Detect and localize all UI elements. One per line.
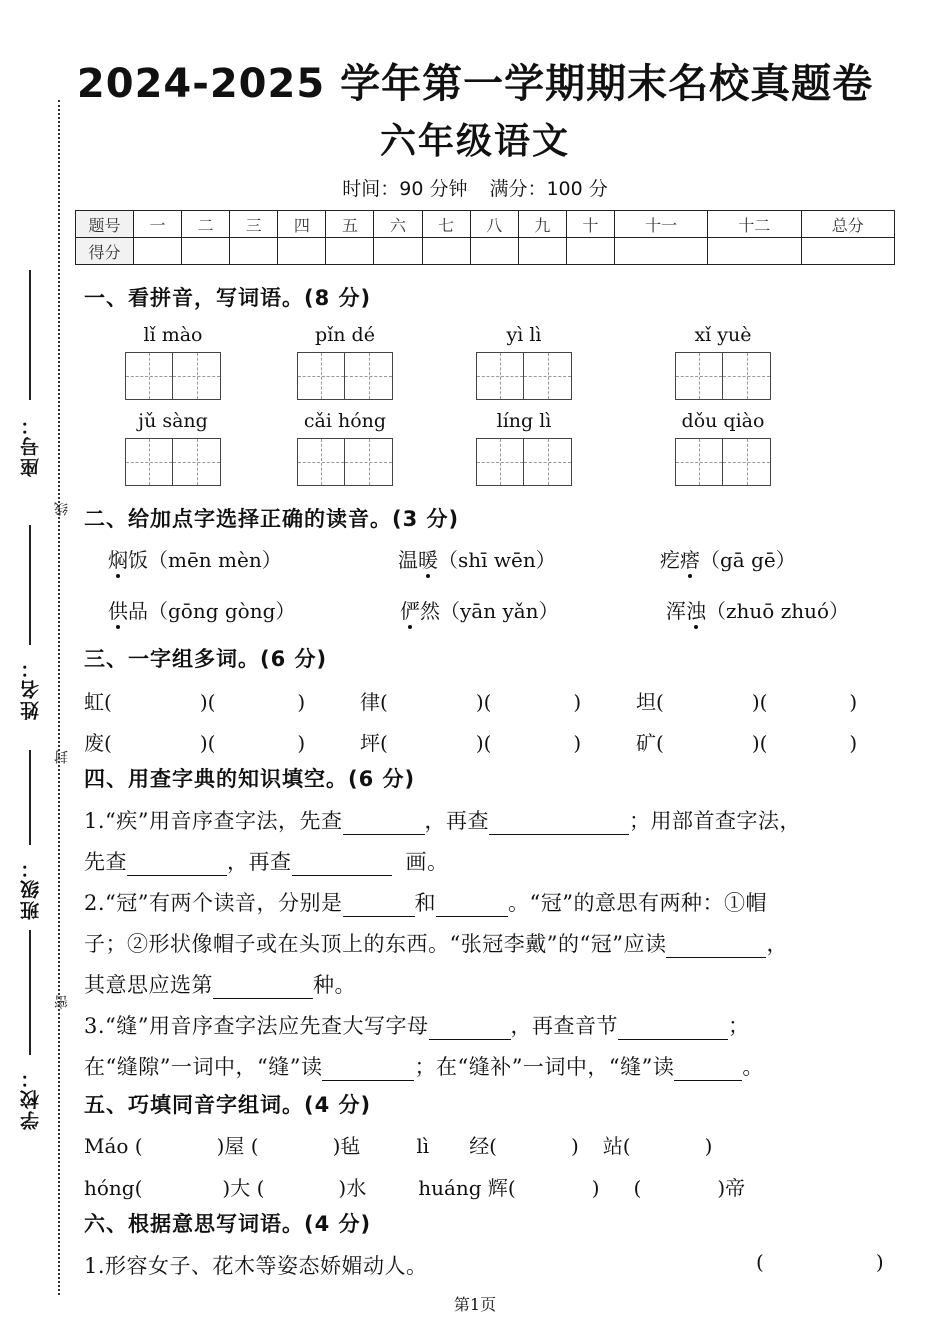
homophone-row-2 <box>84 1172 745 1201</box>
pinyin-item <box>118 410 228 486</box>
pinyin-text: xǐ yuè <box>694 324 752 346</box>
pinyin-item <box>469 324 579 400</box>
binding-tag-seal: 封 <box>54 750 70 764</box>
word-char: 品 <box>128 599 148 623</box>
score-cell[interactable] <box>134 238 182 265</box>
section-4-title: 四、用查字典的知识填空。(6 分) <box>84 767 416 791</box>
score-table-col: 二 <box>182 211 230 238</box>
word-group-item[interactable] <box>636 727 857 756</box>
school-label: 学校： <box>19 1067 42 1130</box>
pinyin-item <box>668 324 778 400</box>
text: 种。 <box>313 973 356 997</box>
q4-3-line2 <box>84 1051 764 1081</box>
text: ，再查 <box>227 850 292 874</box>
q4-1-line1 <box>84 805 801 835</box>
dotted-char: 浊 <box>686 595 706 624</box>
binding-tag-line: 线 <box>54 502 70 516</box>
name-field[interactable] <box>4 525 56 720</box>
text: ) <box>591 1176 600 1200</box>
paren-mid: )( <box>475 690 492 714</box>
reading-options[interactable]: （yān yǎn） <box>440 599 559 623</box>
score-table-col: 十 <box>566 211 614 238</box>
base-char: 坪( <box>360 731 388 755</box>
word-group-item[interactable] <box>360 686 581 715</box>
tian-grid[interactable] <box>469 352 579 400</box>
tian-grid[interactable] <box>118 438 228 486</box>
score-table-score-row <box>76 238 895 265</box>
time-limit: 时间：90 分钟 <box>342 178 468 200</box>
dotted-char: 俨 <box>400 595 420 624</box>
text: )屋 ( <box>216 1134 259 1158</box>
tian-grid[interactable] <box>290 352 400 400</box>
base-char: 矿( <box>636 731 664 755</box>
score-cell[interactable] <box>278 238 326 265</box>
answer-blank[interactable] <box>674 1059 742 1081</box>
paren-mid: )( <box>751 690 768 714</box>
paren-mid: )( <box>751 731 768 755</box>
word-group-item[interactable] <box>84 686 305 715</box>
reading-item <box>108 595 295 624</box>
score-table-col: 六 <box>374 211 422 238</box>
paren-mid: )( <box>475 731 492 755</box>
pinyin-text: dǒu qiào <box>681 410 765 432</box>
text: 。 <box>742 1055 764 1079</box>
pinyin-item <box>469 410 579 486</box>
score-cell[interactable] <box>326 238 374 265</box>
text: 和 <box>414 891 437 915</box>
text: )毡 <box>332 1134 361 1158</box>
dotted-char: 供 <box>108 595 128 624</box>
score-table-col: 八 <box>470 211 518 238</box>
base-char: 律( <box>360 690 388 714</box>
tian-grid[interactable] <box>118 352 228 400</box>
text: 在“缝隙”一词中，“缝”读 <box>84 1055 323 1079</box>
reading-item <box>400 595 559 624</box>
score-table-col: 三 <box>230 211 278 238</box>
score-cell[interactable] <box>182 238 230 265</box>
seat-underline <box>29 270 31 400</box>
text: )水 <box>338 1176 367 1200</box>
section-5-title: 五、巧填同音字组词。(4 分) <box>84 1093 372 1117</box>
text: Máo ( <box>84 1134 143 1158</box>
text: 2.“冠”有两个读音，分别是 <box>84 891 343 915</box>
text: 3.“缝”用音序查字法应先查大写字母 <box>84 1014 429 1038</box>
score-cell[interactable] <box>566 238 614 265</box>
score-cell[interactable] <box>470 238 518 265</box>
text: )大 ( <box>222 1176 265 1200</box>
pinyin-item <box>668 410 778 486</box>
answer-blank[interactable] <box>489 813 629 835</box>
page-number: 第1页 <box>453 1295 497 1314</box>
base-char: 虹( <box>84 690 112 714</box>
score-table-col: 十一 <box>614 211 707 238</box>
reading-options[interactable]: （zhuō zhuó） <box>706 599 850 623</box>
paren-end: ) <box>573 690 582 714</box>
section-3-title: 三、一字组多词。(6 分) <box>84 647 328 671</box>
seat-label: 座号： <box>19 414 42 477</box>
reading-item <box>398 544 556 573</box>
base-char: 废( <box>84 731 112 755</box>
homophone-row-1 <box>84 1130 712 1159</box>
answer-blank[interactable] <box>343 813 425 835</box>
word-char: 疙 <box>660 548 680 572</box>
text: ( <box>633 1176 642 1200</box>
paren-end: ) <box>849 690 858 714</box>
pinyin-text: líng lì <box>496 410 552 432</box>
score-cell[interactable] <box>708 238 801 265</box>
pinyin-item <box>118 324 228 400</box>
text: ，再查 <box>424 809 490 833</box>
text: lì <box>416 1134 430 1158</box>
pinyin-text: jǔ sàng <box>138 410 208 432</box>
class-label: 班级： <box>19 857 42 920</box>
dotted-char: 焖 <box>108 544 128 573</box>
score-cell[interactable] <box>801 238 894 265</box>
pinyin-text: yì lì <box>506 324 542 346</box>
answer-blank[interactable] <box>436 895 508 917</box>
word-char: 然 <box>420 599 440 623</box>
score-cell[interactable] <box>518 238 566 265</box>
tian-grid[interactable] <box>290 438 400 486</box>
text: 子；②形状像帽子或在头顶上的东西。“张冠李戴”的“冠”应读 <box>84 932 667 956</box>
name-underline <box>29 525 31 645</box>
score-table-col: 九 <box>518 211 566 238</box>
paren-left: ( <box>756 1250 764 1274</box>
dotted-char: 暖 <box>418 544 438 573</box>
reading-item <box>660 544 796 573</box>
name-label: 姓名： <box>19 657 42 720</box>
score-cell[interactable] <box>374 238 422 265</box>
school-underline <box>29 930 31 1055</box>
tian-grid[interactable] <box>668 438 778 486</box>
reading-options[interactable]: （mēn mèn） <box>148 548 282 572</box>
score-table-col: 五 <box>326 211 374 238</box>
word-char: 温 <box>398 548 418 572</box>
text: ； <box>728 1014 750 1038</box>
score-table-header-row <box>76 211 895 238</box>
reading-options[interactable]: （gā gē） <box>700 548 796 572</box>
exam-time-info <box>0 174 950 201</box>
base-char: 坦( <box>636 690 664 714</box>
answer-blank[interactable] <box>666 936 766 958</box>
reading-options[interactable]: （shī wēn） <box>438 548 556 572</box>
reading-item <box>108 544 282 573</box>
binding-dotted-line <box>58 100 60 1295</box>
text: ) <box>571 1134 579 1158</box>
score-cell[interactable] <box>422 238 470 265</box>
answer-blank[interactable] <box>429 1018 511 1040</box>
paren-right: ) <box>875 1250 884 1274</box>
paren-mid: )( <box>199 731 216 755</box>
pinyin-item <box>290 410 400 486</box>
text: 先查 <box>84 850 127 874</box>
paren-mid: )( <box>199 690 216 714</box>
q4-2-line3 <box>84 969 356 999</box>
text: 其意思应选第 <box>84 973 213 997</box>
dotted-char: 瘩 <box>680 544 700 573</box>
exam-subtitle: 六年级语文 <box>379 121 570 162</box>
paren-end: ) <box>297 690 306 714</box>
text: 站( <box>602 1134 631 1158</box>
q4-2-line1 <box>84 887 767 917</box>
paren-end: ) <box>849 731 858 755</box>
score-table-col: 四 <box>278 211 326 238</box>
answer-blank[interactable] <box>292 854 392 876</box>
pinyin-text: cǎi hóng <box>303 410 387 432</box>
text: ，再查音节 <box>510 1014 619 1038</box>
tian-grid[interactable] <box>469 438 579 486</box>
text: huáng 辉( <box>418 1176 516 1200</box>
school-field[interactable] <box>4 930 56 1130</box>
answer-blank[interactable] <box>213 977 313 999</box>
q6-1-text: 1.形容女子、花木等姿态娇媚动人。 <box>84 1254 428 1278</box>
score-cell[interactable] <box>614 238 707 265</box>
pinyin-item <box>290 324 400 400</box>
score-table-row1-head: 题号 <box>76 211 134 238</box>
text: 经( <box>469 1134 497 1158</box>
paren-end: ) <box>297 731 306 755</box>
text: 1.“疾”用音序查字法，先查 <box>84 809 343 833</box>
q4-3-line1 <box>84 1010 750 1040</box>
text: hóng( <box>84 1176 143 1200</box>
pinyin-text: lǐ mào <box>143 324 203 346</box>
score-table-col: 一 <box>134 211 182 238</box>
q4-1-line2 <box>84 846 449 876</box>
text: 画。 <box>405 850 449 874</box>
text: ；在“缝补”一词中，“缝”读 <box>414 1055 675 1079</box>
word-group-item[interactable] <box>636 686 857 715</box>
score-cell[interactable] <box>230 238 278 265</box>
pinyin-text: pǐn dé <box>315 324 375 346</box>
binding-tag-secret: 密 <box>54 995 70 1009</box>
score-table-col: 总分 <box>801 211 894 238</box>
answer-blank[interactable] <box>127 854 227 876</box>
score-table-col: 七 <box>422 211 470 238</box>
class-underline <box>29 750 31 845</box>
word-char: 浑 <box>666 599 686 623</box>
answer-blank[interactable] <box>618 1018 728 1040</box>
tian-grid[interactable] <box>668 352 778 400</box>
word-group-item[interactable] <box>360 727 581 756</box>
paren-end: ) <box>573 731 582 755</box>
q4-2-line2 <box>84 928 788 958</box>
score-table-row2-head: 得分 <box>76 238 134 265</box>
reading-options[interactable]: （gōng gòng） <box>148 599 296 623</box>
section-1-title: 一、看拼音，写词语。(8 分) <box>84 286 372 310</box>
text: )帝 <box>717 1176 746 1200</box>
score-table-col: 十二 <box>708 211 801 238</box>
class-field[interactable] <box>4 750 56 920</box>
word-group-item[interactable] <box>84 727 305 756</box>
section-2-title: 二、给加点字选择正确的读音。(3 分) <box>84 507 460 531</box>
text: ， <box>766 932 788 956</box>
exam-title: 2024-2025 学年第一学期期末名校真题卷 <box>76 61 874 107</box>
reading-item <box>666 595 849 624</box>
text: ；用部首查字法， <box>629 809 802 833</box>
answer-blank[interactable] <box>343 895 415 917</box>
text: 。“冠”的意思有两种：①帽 <box>508 891 767 915</box>
score-table <box>75 210 895 265</box>
full-score: 满分：100 分 <box>489 178 608 200</box>
section-6-title: 六、根据意思写词语。(4 分) <box>84 1212 372 1236</box>
word-char: 饭 <box>128 548 148 572</box>
answer-blank[interactable] <box>322 1059 414 1081</box>
text: ) <box>704 1134 713 1158</box>
seat-field[interactable] <box>4 270 56 477</box>
q6-1-answer[interactable] <box>756 1250 884 1274</box>
